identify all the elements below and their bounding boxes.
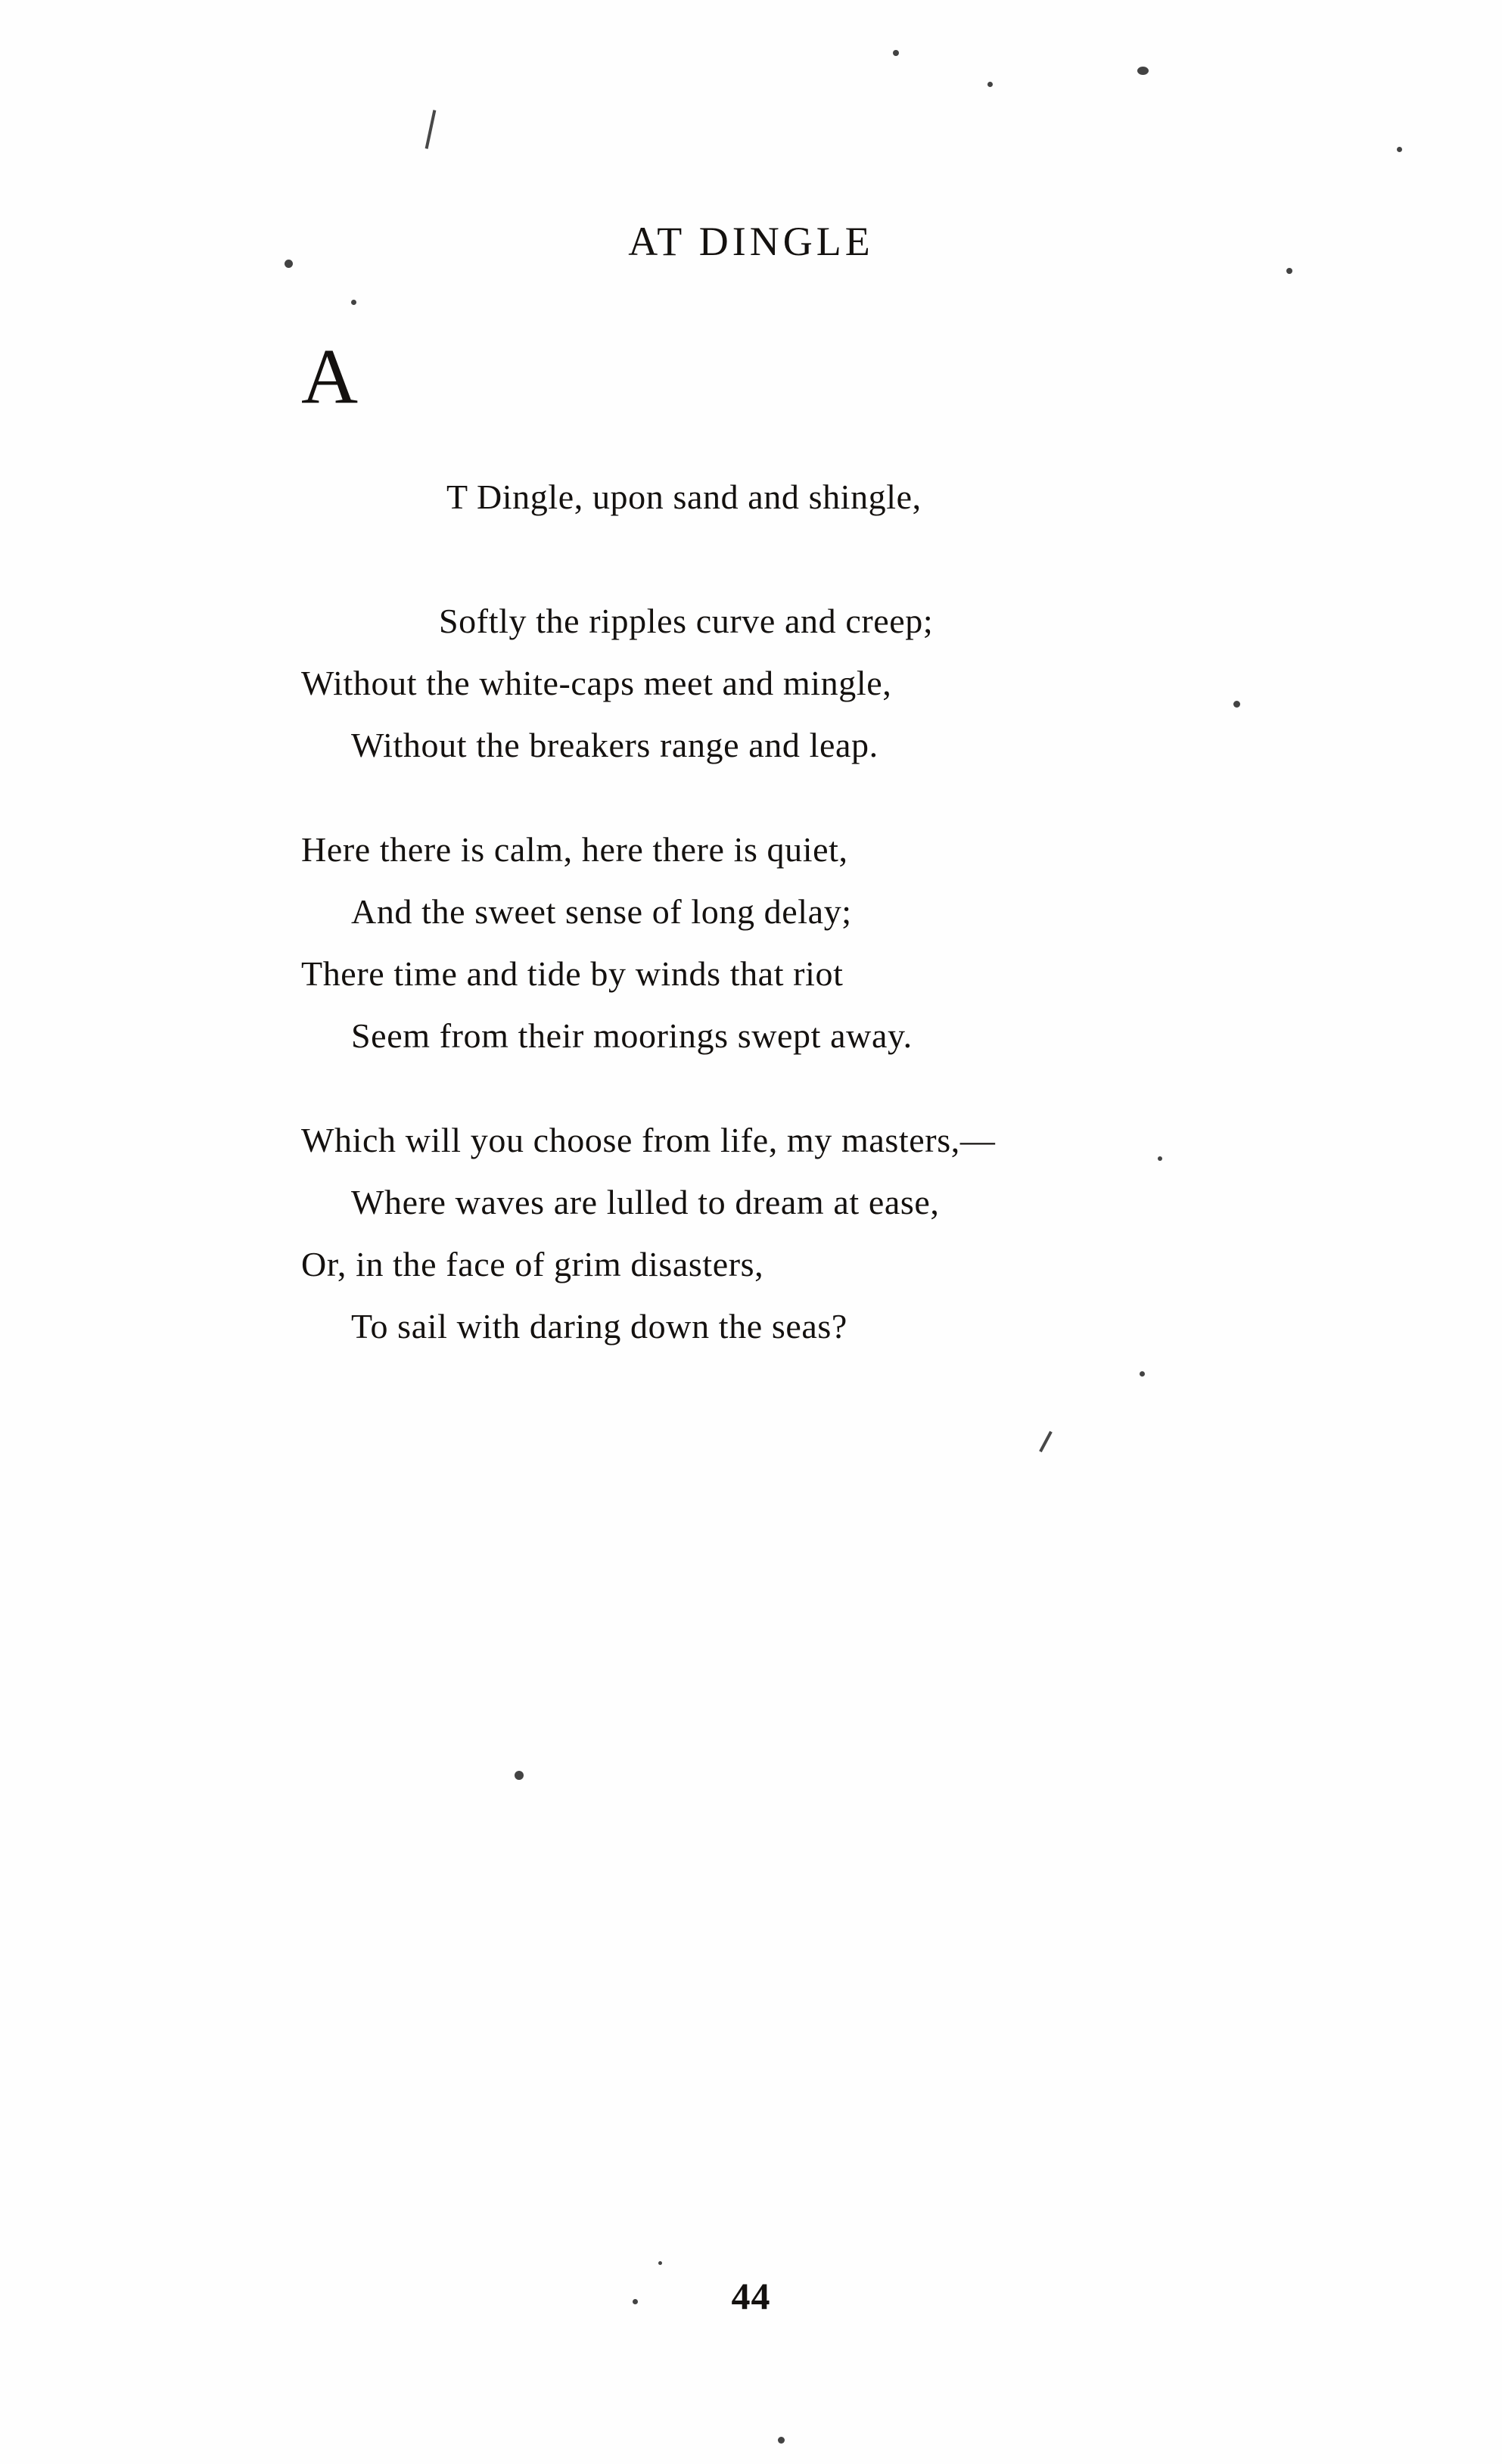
stanza-2 bbox=[301, 819, 1315, 1067]
poem-line: Where waves are lulled to dream at ease, bbox=[351, 1183, 940, 1221]
speck bbox=[893, 50, 899, 56]
poem-line: Seem from their moorings swept away. bbox=[351, 1016, 913, 1055]
drop-cap: A bbox=[301, 333, 359, 420]
page-title: AT DINGLE bbox=[628, 219, 874, 264]
speck bbox=[658, 2261, 662, 2265]
speck bbox=[987, 82, 993, 87]
stray-mark bbox=[425, 110, 437, 149]
speck bbox=[515, 1771, 524, 1780]
poem-line: Here there is calm, here there is quiet, bbox=[301, 830, 848, 869]
poem-line: Which will you choose from life, my masters,— bbox=[301, 1121, 996, 1159]
speck bbox=[1137, 67, 1149, 75]
stray-mark bbox=[1039, 1431, 1053, 1452]
speck bbox=[778, 2437, 785, 2444]
poem-line-text: T Dingle, upon sand and shingle, bbox=[446, 478, 922, 516]
speck bbox=[1140, 1371, 1145, 1377]
poem-line: There time and tide by winds that riot bbox=[301, 954, 844, 993]
poem-line bbox=[301, 333, 1315, 590]
poem-line: Without the breakers range and leap. bbox=[351, 726, 878, 764]
poem-line: Softly the ripples curve and creep; bbox=[439, 602, 934, 640]
speck bbox=[1397, 147, 1402, 152]
poem-line: And the sweet sense of long delay; bbox=[351, 892, 852, 931]
speck bbox=[351, 300, 356, 305]
speck bbox=[1286, 268, 1292, 274]
poem-body bbox=[301, 333, 1315, 1358]
poem-line: Or, in the face of grim disasters, bbox=[301, 1245, 764, 1283]
page-number: 44 bbox=[731, 2275, 771, 2317]
poem-line: Without the white-caps meet and mingle, bbox=[301, 664, 892, 702]
poem-line: To sail with daring down the seas? bbox=[351, 1307, 847, 1346]
stanza-3 bbox=[301, 1109, 1315, 1358]
stanza-1 bbox=[301, 333, 1315, 776]
